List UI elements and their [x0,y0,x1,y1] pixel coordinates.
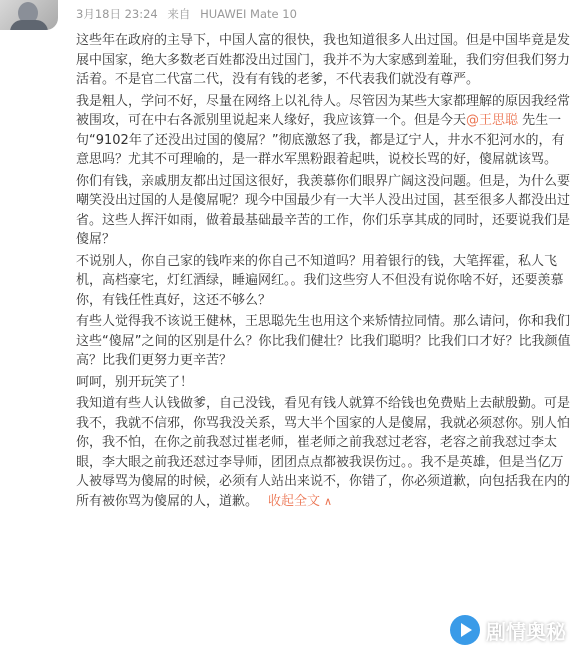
post-meta [76,6,297,22]
collapse-button[interactable] [268,494,332,509]
paragraph-3: 你们有钱，亲戚朋友都出过国这很好，我羡慕你们眼界广阔这没问题。但是，为什么要嘲笑没出过国的人是傻屌呢？现今中国最少有一大半人没出过国，甚至很多人都没出过省。这些人挥汗如雨，做着最基础最辛苦的工作，你们乐享其成的同时，还要说我们是傻屌？ [76,173,571,247]
play-icon [450,615,480,645]
paragraph-4: 不说别人，你自己家的钱咋来的你自己不知道吗？用着银行的钱，大笔挥霍，私人飞机，高档豪宅，灯红酒绿，睡遍网红。。我们这些穷人不但没有说你啥不好，还要羡慕你，有钱任性真好，这还不够么？ [76,253,564,308]
post-source-prefix: 来自 [167,7,191,21]
post-content [76,31,572,513]
post-date: 3月18日 23:24 [76,7,158,21]
paragraph-7-text: 我知道有些人认钱做爹，自己没钱，看见有钱人就算不给钱也免费贴上去献殷勤。可是我不，我就不信邪，你骂我没关系，骂大半个国家的人是傻屌，我就必须怼你。别人怕你，我不怕，在你之前我怼过崔老师，崔老师之前我怼过老容，老容之前我怼过李太眼，李大眼之前我还怼过李导师，团团点点都被我误伤过。。我不是英雄，但是当亿万人被辱骂为傻屌的时候，必须有人站出来说不，你错了，你必须道歉，向包括我在内的所有被你骂为傻屌的人，道歉。 [76,396,571,509]
mention-link[interactable]: @王思聪 [466,113,519,128]
post-device[interactable]: HUAWEI Mate 10 [200,7,297,21]
paragraph-5: 有些人觉得我不该说王健林，王思聪先生也用这个来矫情拉同情。那么请问，你和我们这些“傻屌”之间的区别是什么？你比我们健壮？比我们聪明？比我们口才好？比我颜值高？比我们更努力更辛苦？ [76,314,571,368]
watermark [450,615,566,645]
paragraph-6: 呵呵，别开玩笑了！ [76,374,194,390]
collapse-label: 收起全文 [268,493,321,509]
avatar[interactable] [0,0,58,30]
paragraph-2 [76,92,572,170]
watermark-text: 剧情奥秘 [486,619,566,644]
avatar-body [10,20,48,30]
paragraph-2-text-b: 先生一句“9102年了还没出过国的傻屌？”彻底激怒了我，都是辽宁人，井水不犯河水的，有意思吗？尤其不可理喻的，是一群水军黑粉跟着起哄，说校长骂的好，傻屌就该骂。 [76,113,565,167]
paragraph-7 [76,394,572,511]
chevron-up-icon: ∧ [324,494,333,508]
paragraph-2-text-a: 我是粗人，学问不好，尽量在网络上以礼待人。尽管因为某些大家都理解的原因我经常被围攻，可在中右各派别里说起来人缘好，我应该算一个。但是今天 [76,93,571,128]
paragraph-1: 这些年在政府的主导下，中国人富的很快，我也知道很多人出过国。但是中国毕竟是发展中国家，绝大多数老百姓都没出过国门，我并不为大家感到羞耻，我们穷但我们努力活着。不是官二代富二代，没有有钱的老爹，不代表我们就没有尊严。 [76,33,571,87]
